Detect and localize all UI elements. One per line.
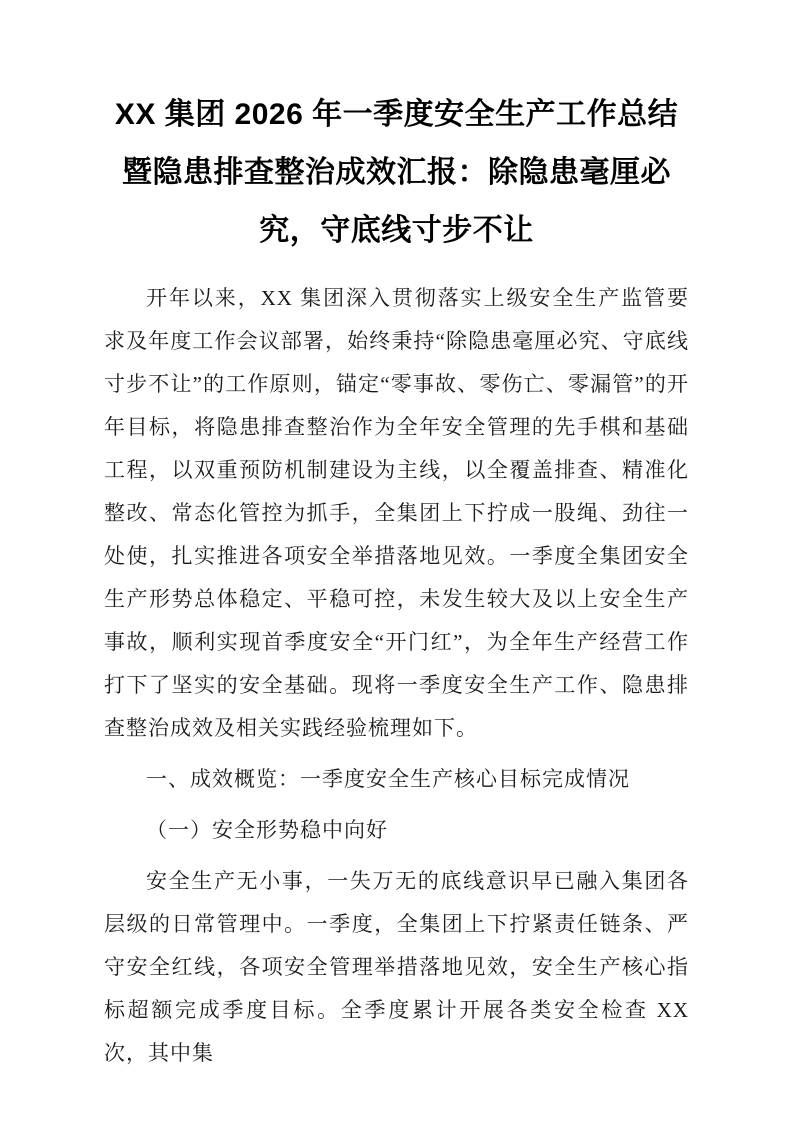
body-paragraph-safety-overview: 安全生产无小事，一失万无的底线意识早已融入集团各层级的日常管理中。一季度，全集团上下拧紧责任链条、严守安全红线，各项安全管理举措落地见效，安全生产核心指标超额完成季度目标。全季度累计开展各类安全检查 XX 次，其中集	[104, 869, 689, 1065]
document-body	[104, 277, 689, 1075]
body-paragraph-intro: 开年以来，XX 集团深入贯彻落实上级安全生产监管要求及年度工作会议部署，始终秉持“除隐患毫厘必究、守底线寸步不让”的工作原则，锚定“零事故、零伤亡、零漏管”的开年目标，将隐患排查整治作为全年安全管理的先手棋和基础工程，以双重预防机制建设为主线，以全覆盖排查、精准化整改、常态化管控为抓手，全集团上下拧成一股绳、劲往一处使，扎实推进各项安全举措落地见效。一季度全集团安全生产形势总体稳定、平稳可控，未发生较大及以上安全生产事故，顺利实现首季度安全“开门红”，为全年生产经营工作打下了坚实的安全基础。现将一季度安全生产工作、隐患排查整治成效及相关实践经验梳理如下。	[104, 286, 689, 740]
subsection-heading-1-1: （一）安全形势稳中向好	[146, 818, 388, 842]
document-title: XX 集团 2026 年一季度安全生产工作总结暨隐患排查整治成效汇报：除隐患毫厘必究，守底线寸步不让	[114, 98, 679, 247]
section-heading-1: 一、成效概览：一季度安全生产核心目标完成情况	[146, 767, 630, 791]
